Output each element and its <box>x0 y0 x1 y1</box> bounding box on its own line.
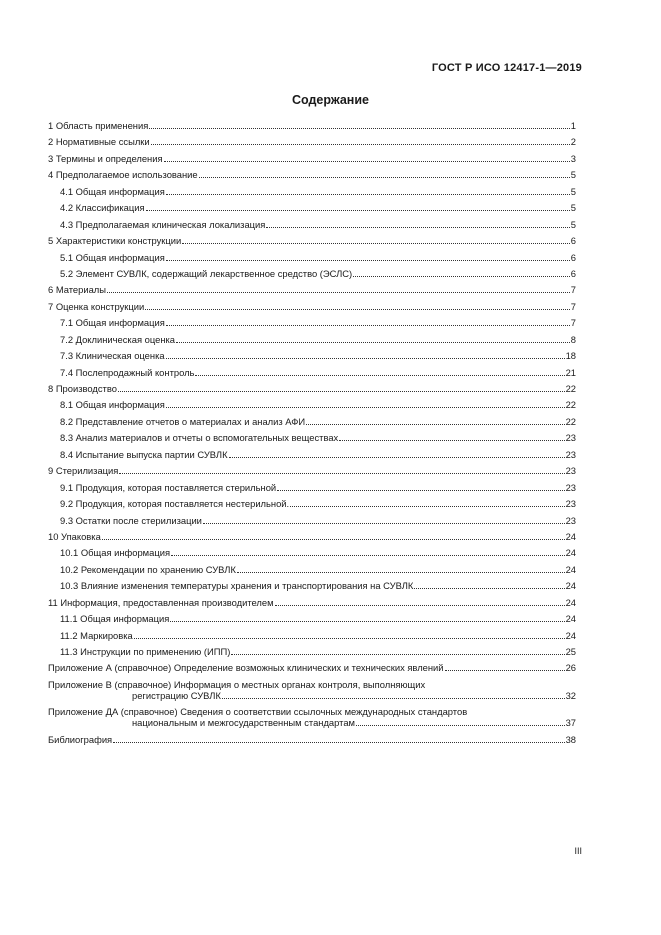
dot-leader <box>146 209 570 211</box>
dot-leader <box>199 176 570 178</box>
dot-leader <box>203 522 565 524</box>
toc-entry-page: 23 <box>565 498 576 510</box>
page-number: III <box>574 846 582 856</box>
dot-leader <box>182 242 570 244</box>
toc-entry[interactable] <box>48 613 576 624</box>
toc-entry-label: 9.1 Продукция, которая поставляется стерильной <box>60 481 277 493</box>
toc-entry-label: 11.2 Маркировка <box>60 629 133 641</box>
toc-entry-page: 32 <box>565 689 576 701</box>
dot-leader <box>306 423 564 425</box>
toc-entry-page: 7 <box>570 300 576 312</box>
dot-leader <box>277 489 564 491</box>
toc-entry[interactable] <box>48 630 576 641</box>
toc-entry-page: 24 <box>565 530 576 542</box>
dot-leader <box>166 406 565 408</box>
toc-entry-label: Приложение В (справочное) Информация о местных органах контроля, выполняющих <box>48 678 426 690</box>
dot-leader <box>166 259 570 261</box>
toc-entry-label: 8.2 Представление отчетов о материалах и анализ АФИ <box>60 415 306 427</box>
dot-leader <box>445 669 565 671</box>
toc-entry[interactable] <box>48 317 576 328</box>
toc-entry-page: 5 <box>570 169 576 181</box>
toc-entry[interactable] <box>48 580 576 591</box>
toc-entry-page: 23 <box>565 481 576 493</box>
toc-entry-label: 9.3 Остатки после стерилизации <box>60 514 202 526</box>
dot-leader <box>151 143 570 145</box>
toc-entry-label: 5.1 Общая информация <box>60 251 165 263</box>
toc-entry[interactable] <box>48 597 576 608</box>
dot-leader <box>145 308 570 310</box>
toc-entry-page: 23 <box>565 448 576 460</box>
toc-entry-label: 11 Информация, предоставленная производителем <box>48 596 274 608</box>
dot-leader <box>353 275 570 277</box>
toc-entry-annex[interactable] <box>48 679 576 701</box>
toc-entry-label: 8 Производство <box>48 383 117 394</box>
toc-entry[interactable] <box>48 416 576 427</box>
toc-entry-label: 9.2 Продукция, которая поставляется нестерильной. <box>60 498 290 510</box>
toc-entry[interactable] <box>48 235 576 246</box>
toc-entry-page: 8 <box>570 333 576 345</box>
dot-leader <box>176 341 570 343</box>
toc-entry-label: 10.3 Влияние изменения температуры хранения и транспортирования на СУВЛК <box>60 580 414 592</box>
toc-entry-label: 11.3 Инструкции по применению (ИПП) <box>60 646 231 657</box>
dot-leader <box>107 291 570 293</box>
toc-entry-label: 8.1 Общая информация <box>60 399 165 411</box>
toc-entry-page: 7 <box>570 284 576 296</box>
toc-entry-label: 6 Материалы <box>48 284 107 296</box>
toc-entry-label: 2 Нормативные ссылки <box>48 136 150 148</box>
dot-leader <box>171 554 565 556</box>
toc-entry-label: 7.2 Доклиническая оценка <box>60 333 176 345</box>
toc-entry[interactable] <box>48 334 576 345</box>
toc-entry-continuation <box>48 690 576 701</box>
toc-entry-label: 1 Область применения <box>48 120 149 131</box>
dot-leader <box>102 538 565 540</box>
dot-leader <box>339 439 564 441</box>
dot-leader <box>149 127 569 129</box>
toc-entry-label: 10 Упаковка <box>48 530 101 542</box>
toc-entry-label: 9 Стерилизация <box>48 465 119 477</box>
toc-entry-page: 2 <box>570 136 576 148</box>
toc-entry-label: 4.2 Классификация <box>60 202 145 214</box>
toc-entry-annex[interactable] <box>48 706 576 728</box>
page-title: Содержание <box>291 93 369 107</box>
toc-entry-page: 21 <box>565 366 576 378</box>
toc-entry-label: Библиография <box>48 733 113 745</box>
dot-leader <box>119 472 564 474</box>
dot-leader <box>166 324 570 326</box>
toc-entry-continuation <box>48 717 576 728</box>
toc-entry[interactable] <box>48 547 576 558</box>
toc-entry-page: 37 <box>565 717 576 729</box>
toc-entry[interactable] <box>48 515 576 526</box>
dot-leader <box>170 620 564 622</box>
toc-entry-label-continued: национальным и межгосударственным стандартам <box>132 717 355 729</box>
dot-leader <box>231 653 564 655</box>
dot-leader <box>195 374 564 376</box>
toc-entry-page: 5 <box>570 202 576 214</box>
toc-entry-label: 4 Предполагаемое использование <box>48 169 198 181</box>
dot-leader <box>166 193 570 195</box>
toc-entry-page: 18 <box>565 350 576 362</box>
toc-entry-label: 10.1 Общая информация <box>60 547 171 559</box>
toc-entry-page: 3 <box>570 152 576 164</box>
toc-entry-label: 7.3 Клиническая оценка <box>60 350 165 362</box>
dot-leader <box>266 226 569 228</box>
toc-entry-label: 3 Термины и определения <box>48 152 163 164</box>
dot-leader <box>166 357 565 359</box>
toc-entry-page: 6 <box>570 251 576 263</box>
toc-entry-label: 7 Оценка конструкции <box>48 300 145 312</box>
document-code: ГОСТ Р ИСО 12417-1—2019 <box>431 62 582 74</box>
toc-entry[interactable] <box>48 734 576 745</box>
toc-entry-page: 7 <box>570 317 576 329</box>
toc-entry-page: 1 <box>570 120 576 131</box>
toc-entry[interactable] <box>48 449 576 460</box>
toc-entry-page: 24 <box>565 613 576 625</box>
toc-entry[interactable] <box>48 531 576 542</box>
toc-entry-label-continued: регистрацию СУВЛК <box>132 689 221 701</box>
toc-entry[interactable] <box>48 120 576 131</box>
toc-entry-page: 6 <box>570 235 576 247</box>
toc-entry[interactable] <box>48 399 576 410</box>
toc-entry[interactable] <box>48 350 576 361</box>
toc-entry-page: 5 <box>570 185 576 197</box>
toc-entry[interactable] <box>48 662 576 673</box>
toc-entry-label: 5 Характеристики конструкции <box>48 235 182 247</box>
toc-entry[interactable] <box>48 432 576 443</box>
dot-leader <box>134 637 565 639</box>
toc-entry[interactable] <box>48 202 576 213</box>
toc-entry[interactable] <box>48 186 576 197</box>
toc-entry[interactable] <box>48 383 576 394</box>
dot-leader <box>275 604 565 606</box>
toc-entry[interactable] <box>48 367 576 378</box>
toc-entry-label: 4.3 Предполагаемая клиническая локализация <box>60 218 266 230</box>
toc-entry-label: 10.2 Рекомендации по хранению СУВЛК <box>60 563 236 575</box>
dot-leader <box>414 587 564 589</box>
toc-entry-page: 26 <box>565 662 576 674</box>
toc-entry-page: 22 <box>565 399 576 411</box>
toc-entry-page: 23 <box>565 514 576 526</box>
toc-entry[interactable] <box>48 465 576 476</box>
toc-entry[interactable] <box>48 284 576 295</box>
toc-entry-page: 24 <box>565 596 576 608</box>
dot-leader <box>290 505 564 507</box>
toc-entry-page: 23 <box>565 432 576 444</box>
dot-leader <box>237 571 565 573</box>
toc-entry[interactable] <box>48 301 576 312</box>
toc-entry-label: Приложение ДА (справочное) Сведения о соответствии ссылочных международных стандартов <box>48 706 468 718</box>
toc-entry[interactable] <box>48 268 576 279</box>
toc-entry-label: 5.2 Элемент СУВЛК, содержащий лекарственное средство (ЭСЛС) <box>60 267 353 279</box>
toc-entry[interactable] <box>48 498 576 509</box>
toc-entry-label: 4.1 Общая информация <box>60 185 165 197</box>
toc-entry-label: 7.1 Общая информация <box>60 317 165 329</box>
toc-entry-page: 38 <box>565 733 576 745</box>
toc-entry-page: 23 <box>565 465 576 477</box>
toc-entry[interactable] <box>48 153 576 164</box>
toc-entry-page: 24 <box>565 547 576 559</box>
toc-entry[interactable] <box>48 646 576 657</box>
toc-entry-label: Приложение А (справочное) Определение возможных клинических и технических явлений <box>48 662 444 674</box>
toc-entry-page: 24 <box>565 629 576 641</box>
dot-leader <box>222 697 565 699</box>
toc-entry[interactable] <box>48 169 576 180</box>
toc-entry-label: 7.4 Послепродажный контроль <box>60 366 195 378</box>
dot-leader <box>118 390 565 392</box>
toc-entry-page: 6 <box>570 267 576 279</box>
toc-entry-label: 11.1 Общая информация <box>60 613 170 625</box>
toc-entry-page: 24 <box>565 580 576 592</box>
toc-entry-page: 22 <box>565 415 576 427</box>
table-of-contents <box>48 120 576 750</box>
toc-entry-page: 24 <box>565 563 576 575</box>
dot-leader <box>229 456 565 458</box>
toc-entry[interactable] <box>48 482 576 493</box>
toc-entry-page: 22 <box>565 383 576 394</box>
toc-entry[interactable] <box>48 136 576 147</box>
toc-entry-page: 25 <box>565 646 576 657</box>
toc-entry-page: 5 <box>570 218 576 230</box>
toc-entry[interactable] <box>48 219 576 230</box>
toc-entry-label: 8.4 Испытание выпуска партии СУВЛК <box>60 448 228 460</box>
dot-leader <box>113 741 564 743</box>
toc-entry[interactable] <box>48 252 576 263</box>
toc-entry-label: 8.3 Анализ материалов и отчеты о вспомогательных веществах <box>60 432 339 444</box>
dot-leader <box>164 160 570 162</box>
toc-entry[interactable] <box>48 564 576 575</box>
dot-leader <box>356 724 565 726</box>
